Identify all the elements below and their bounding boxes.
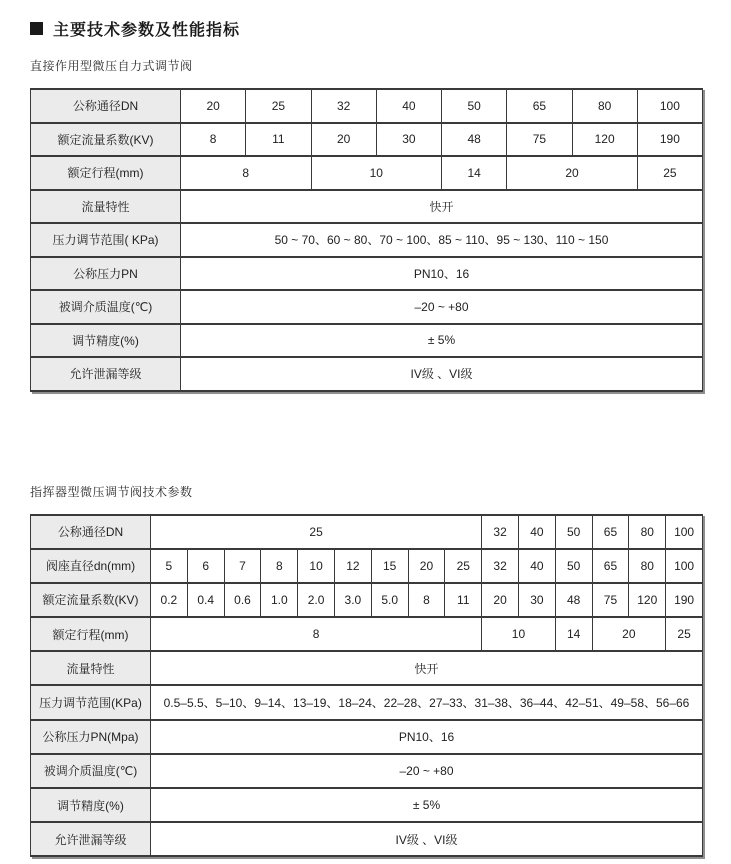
value-cell: 14 [442,156,507,190]
value-cell: 50 [555,515,592,549]
value-cell: ± 5% [181,324,703,358]
value-cell: IV级 、VI级 [151,822,703,856]
table-row [31,190,703,224]
table-row [31,223,703,257]
value-cell: 快开 [181,190,703,224]
value-cell: 100 [666,549,703,583]
table-row [31,617,703,651]
table-row [31,89,703,123]
value-cell: 8 [181,156,312,190]
value-cell: –20 ~ +80 [181,290,703,324]
row-label: 压力调节范围( KPa) [31,223,181,257]
value-cell: 30 [518,583,555,617]
value-cell: 100 [637,89,702,123]
value-cell: 14 [555,617,592,651]
value-cell: 20 [408,549,445,583]
title-bullet-icon [30,22,43,35]
value-cell: 190 [637,123,702,157]
table-row [31,357,703,391]
value-cell: 48 [442,123,507,157]
page-title-text: 主要技术参数及性能指标 [53,22,241,39]
value-cell: 11 [246,123,311,157]
row-label: 压力调节范围(KPa) [31,685,151,719]
value-cell: 1.0 [261,583,298,617]
row-label: 调节精度(%) [31,788,151,822]
value-cell: 75 [592,583,629,617]
value-cell: 100 [666,515,703,549]
table-row [31,324,703,358]
value-cell: 5.0 [371,583,408,617]
value-cell: 25 [246,89,311,123]
value-cell: 50 [555,549,592,583]
table-row [31,822,703,856]
value-cell: 40 [376,89,441,123]
value-cell: 0.5–5.5、5–10、9–14、13–19、18–24、22–28、27–33、31–38、36–44、42–51、49–58、56–66 [151,685,703,719]
value-cell: IV级 、VI级 [181,357,703,391]
table-row [31,651,703,685]
value-cell: 80 [629,549,666,583]
section1-subtitle: 直接作用型微压自力式调节阀 [30,59,193,73]
value-cell: 20 [592,617,666,651]
section2-subtitle: 指挥器型微压调节阀技术参数 [30,484,193,499]
value-cell: 32 [482,549,519,583]
table-row [31,257,703,291]
value-cell: 32 [482,515,519,549]
table-row [31,685,703,719]
table-row [31,583,703,617]
row-label: 额定行程(mm) [31,156,181,190]
value-cell: 50 [442,89,507,123]
value-cell: 65 [592,515,629,549]
value-cell: 12 [334,549,371,583]
value-cell: 快开 [151,651,703,685]
value-cell: 6 [187,549,224,583]
value-cell: 190 [666,583,703,617]
value-cell: 40 [518,549,555,583]
value-cell: 8 [181,123,246,157]
table-row [31,290,703,324]
row-label: 被调介质温度(℃) [31,290,181,324]
value-cell: 50 ~ 70、60 ~ 80、70 ~ 100、85 ~ 110、95 ~ 130、110 ~ 150 [181,223,703,257]
table-row [31,788,703,822]
value-cell: 48 [555,583,592,617]
value-cell: 40 [518,515,555,549]
value-cell: ± 5% [151,788,703,822]
value-cell: 65 [592,549,629,583]
value-cell: 32 [311,89,376,123]
table-row [31,720,703,754]
row-label: 被调介质温度(℃) [31,754,151,788]
table-row [31,156,703,190]
value-cell: 10 [311,156,442,190]
value-cell: 0.6 [224,583,261,617]
value-cell: 8 [408,583,445,617]
value-cell: 25 [666,617,703,651]
row-label: 额定流量系数(KV) [31,123,181,157]
value-cell: 25 [445,549,482,583]
value-cell: 20 [507,156,638,190]
value-cell: PN10、16 [181,257,703,291]
value-cell: 120 [572,123,637,157]
value-cell: 120 [629,583,666,617]
row-label: 阀座直径dn(mm) [31,549,151,583]
value-cell: 75 [507,123,572,157]
value-cell: 20 [181,89,246,123]
value-cell: 65 [507,89,572,123]
row-label: 公称压力PN(Mpa) [31,720,151,754]
direct-acting-valve-spec-table [30,88,703,392]
page-title [30,17,703,40]
value-cell: 2.0 [298,583,335,617]
row-label: 流量特性 [31,190,181,224]
value-cell: 5 [151,549,188,583]
value-cell: 80 [629,515,666,549]
row-label: 公称压力PN [31,257,181,291]
table-row [31,123,703,157]
value-cell: 10 [298,549,335,583]
value-cell: 80 [572,89,637,123]
value-cell: –20 ~ +80 [151,754,703,788]
value-cell: 8 [261,549,298,583]
table-row [31,549,703,583]
value-cell: 0.4 [187,583,224,617]
row-label: 额定行程(mm) [31,617,151,651]
value-cell: 15 [371,549,408,583]
pilot-operated-valve-spec-table [30,514,703,858]
value-cell: 3.0 [334,583,371,617]
value-cell: 25 [637,156,702,190]
value-cell: 20 [311,123,376,157]
value-cell: 7 [224,549,261,583]
row-label: 额定流量系数(KV) [31,583,151,617]
value-cell: 30 [376,123,441,157]
value-cell: PN10、16 [151,720,703,754]
value-cell: 8 [151,617,482,651]
row-label: 流量特性 [31,651,151,685]
value-cell: 0.2 [151,583,188,617]
table-row [31,515,703,549]
value-cell: 11 [445,583,482,617]
row-label: 公称通径DN [31,89,181,123]
value-cell: 10 [482,617,556,651]
table-row [31,754,703,788]
row-label: 允许泄漏等级 [31,357,181,391]
value-cell: 20 [482,583,519,617]
row-label: 调节精度(%) [31,324,181,358]
row-label: 允许泄漏等级 [31,822,151,856]
value-cell: 25 [151,515,482,549]
row-label: 公称通径DN [31,515,151,549]
